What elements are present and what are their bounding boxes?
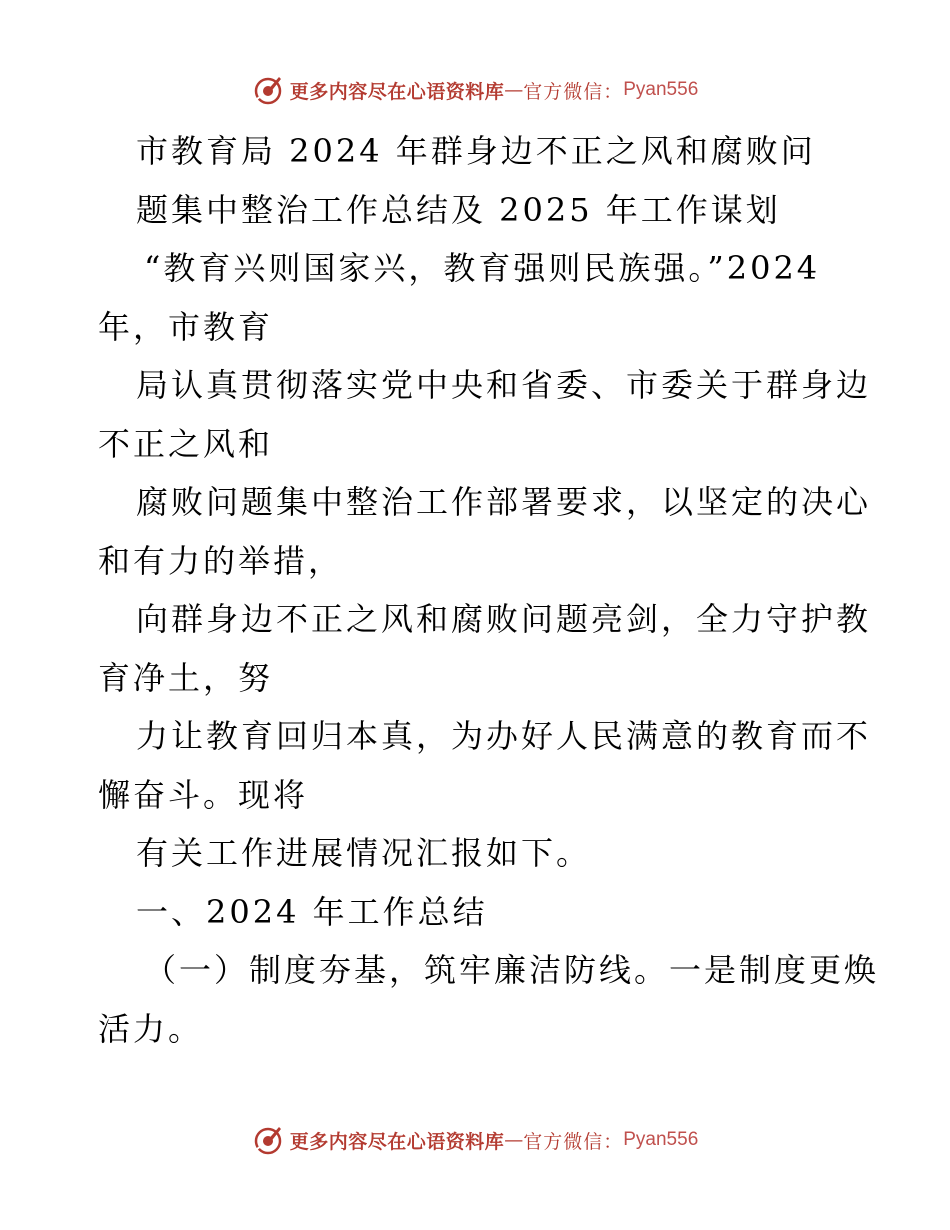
paragraph-line: 有关工作进展情况汇报如下。: [136, 834, 592, 872]
quill-ring-logo-icon: [252, 1124, 284, 1156]
paragraph-line: （一）制度夯基，筑牢廉洁防线。一是制度更焕: [144, 951, 880, 989]
watermark-wechat-id: Pyan556: [623, 79, 699, 100]
paragraph-line: 活力。: [98, 1009, 204, 1048]
paragraph-line: 力让教育回归本真，为办好人民满意的教育而不: [136, 717, 872, 755]
paragraph-line: 育净土，努: [98, 658, 274, 697]
paragraph-line: 向群身边不正之风和腐败问题亮剑，全力守护教: [136, 600, 872, 638]
document-title-line: 市教育局 2024 年群身边不正之风和腐败问: [136, 132, 816, 170]
paragraph-line: “教育兴则国家兴，教育强则民族强。”2024: [144, 249, 821, 287]
watermark-official-label: 官方微信：: [523, 80, 624, 103]
watermark-dash: —: [504, 1129, 524, 1151]
watermark-brand: 更多内容尽在心语资料库: [289, 80, 505, 103]
paragraph-line: 腐败问题集中整治工作部署要求，以坚定的决心: [136, 483, 872, 521]
paragraph-line: 不正之风和: [98, 424, 274, 463]
watermark-official-label: 官方微信：: [523, 1130, 624, 1153]
paragraph-line: 懈奋斗。现将: [98, 775, 309, 814]
footer-watermark: [0, 1120, 950, 1160]
document-body: [98, 122, 880, 1058]
paragraph-line: 和有力的举措，: [98, 541, 344, 580]
section-heading: 一、2024 年工作总结: [136, 892, 488, 931]
quill-ring-logo-icon: [252, 74, 284, 106]
watermark-dash: —: [504, 79, 524, 101]
watermark-wechat-id: Pyan556: [623, 1129, 699, 1150]
paragraph-line: 年，市教育: [98, 307, 274, 346]
paragraph-line: 局认真贯彻落实党中央和省委、市委关于群身边: [136, 366, 872, 404]
document-title-line: 题集中整治工作总结及 2025 年工作谋划: [136, 190, 781, 229]
watermark-brand: 更多内容尽在心语资料库: [289, 1130, 505, 1153]
header-watermark: [0, 70, 950, 110]
